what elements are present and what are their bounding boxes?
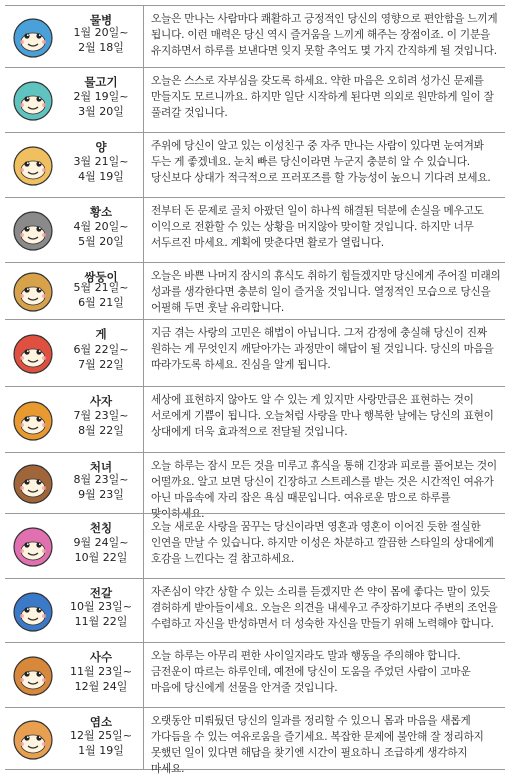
date-to: 6월 21일 bbox=[78, 296, 124, 309]
fortune-text: 세상에 표현하지 않아도 알 수 있는 게 있지만 사랑만큼은 표현하는 것이 서로에게 기쁨이 됩니다. 오늘처럼 사랑을 만나 행복한 날에는 당신의 표현이 상대에게 더욱 효과적으로 전달될 것입니다. bbox=[151, 394, 494, 438]
date-to: 5월 20일 bbox=[78, 235, 124, 248]
date-to: 4월 19일 bbox=[78, 170, 124, 183]
sign-name: 물고기 bbox=[84, 75, 118, 89]
leo-icon bbox=[9, 396, 57, 444]
taurus-icon bbox=[9, 206, 57, 254]
pisces-icon bbox=[9, 76, 57, 124]
fortune-text: 주위에 당신이 알고 있는 이성친구 중 자주 만나는 사람이 있다면 눈여겨봐 두는 게 좋겠네요. 눈치 빠른 당신이라면 누군지 충분히 알 수 있습니다. 당신보다 상대가 적극적으로 프러포즈를 할 가능성이 높으니 기다려 보세요. bbox=[151, 140, 491, 184]
date-to: 11월 22일 bbox=[74, 615, 128, 628]
sign-row bbox=[5, 132, 505, 197]
sign-name: 전갈 bbox=[89, 586, 113, 600]
fortune-text: 오늘 하루는 잠시 모든 것을 미루고 휴식을 통해 긴장과 피로를 풀어보는 것이 어떨까요. 알고 보면 당신이 긴장하고 스트레스를 받는 것은 시간적인 여유가 아닌 마음속에 자리 잡은 욕심 때문입니다. 여유로운 맘으로 하루를 맞이하세요. bbox=[151, 460, 497, 520]
cancer-icon bbox=[9, 329, 57, 377]
fortune-text: 자존심이 약간 상할 수 있는 소리를 듣겠지만 쓴 약이 몸에 좋다는 말이 있듯 겸허하게 받아들이세요. 오늘은 의견을 내세우고 주장하기보다 주변의 조언을 수렴하고 자신을 반성하면서 더 성숙한 자신을 만들기 위해 노력해야 합니다. bbox=[151, 586, 498, 630]
sign-info bbox=[5, 320, 144, 386]
virgo-icon bbox=[9, 459, 57, 507]
fortune-text: 오늘 하루는 아무리 편한 사이일지라도 말과 행동을 주의해야 합니다. 금전운이 따르는 하루인데, 예전에 당신이 도움을 주었던 사람이 고마운 마음에 당신에게 선물을 안겨줄 것입니다. bbox=[151, 650, 471, 694]
date-from: 11월 23일~ bbox=[70, 665, 132, 678]
date-from: 8월 23일~ bbox=[73, 473, 129, 486]
date-from: 4월 20일~ bbox=[73, 220, 129, 233]
fortune-text: 오늘은 만나는 사람마다 쾌활하고 긍정적인 당신의 영향으로 편안함을 느끼게 됩니다. 이런 매력은 당신 역시 즐거움을 느끼게 해주는 장점이죠. 이 기분을 유지하면서 하루를 보낸다면 잊지 못할 추억도 몇 가지 간직하게 될 것입니다. bbox=[151, 13, 498, 57]
sign-row bbox=[5, 197, 505, 262]
fortune-text: 오늘 새로운 사랑을 꿈꾸는 당신이라면 영혼과 영혼이 이어진 듯한 절실한 인연을 만날 수 있습니다. 하지만 이성은 차분하고 깔끔한 스타일의 상대에게 호감을 느낀다는 걸 참고하세요. bbox=[151, 521, 494, 565]
date-to: 3월 20일 bbox=[78, 105, 124, 118]
aries-icon bbox=[9, 141, 57, 189]
sign-name: 사수 bbox=[89, 650, 113, 664]
sign-name: 천칭 bbox=[89, 521, 113, 535]
sign-name: 염소 bbox=[89, 715, 113, 729]
date-from: 1월 20일~ bbox=[73, 26, 129, 39]
sign-info bbox=[5, 708, 144, 769]
libra-icon bbox=[9, 522, 57, 570]
sign-info bbox=[5, 6, 144, 67]
scorpio-icon bbox=[9, 587, 57, 635]
date-to: 10월 22일 bbox=[74, 551, 128, 564]
fortune-text: 지금 겪는 사랑의 고민은 해법이 아닙니다. 그저 감정에 충실해 당신이 진짜 원하는 게 무엇인지 깨닫아가는 과정만이 해답이 될 것입니다. 당신의 마음을 따라가도록 하세요. 진심을 알게 됩니다. bbox=[151, 327, 494, 371]
date-from: 9월 24일~ bbox=[73, 536, 129, 549]
fortune-text: 오랫동안 미뤄뒀던 당신의 일과를 정리할 수 있으니 몸과 마음을 새롭게 가다듬을 수 있는 여유로움을 즐기세요. 복잡한 문제에 불안해 잘 정리하지 못했던 일이 있다면 해답을 찾기엔 시간이 필요하니 조급하게 생각하지 마세요. bbox=[151, 715, 484, 775]
capricorn-icon bbox=[9, 715, 57, 763]
sign-name: 물병 bbox=[89, 13, 113, 27]
sign-row bbox=[5, 5, 505, 67]
sign-row bbox=[5, 386, 505, 452]
gemini-icon bbox=[9, 267, 57, 315]
fortune-text: 전부터 돈 문제로 골치 아팠던 일이 하나씩 해결된 덕분에 손실을 메우고도 이익으로 전환할 수 있는 상황을 머지않아 맞이할 것입니다. 하지만 너무 서두르진 마세요. 계획에 맞춘다면 활로가 열립니다. bbox=[151, 205, 484, 249]
sign-name: 쌍둥이 bbox=[84, 270, 118, 284]
sign-info bbox=[5, 453, 144, 513]
sign-info bbox=[5, 643, 144, 707]
sign-row bbox=[5, 67, 505, 132]
date-to: 2월 18일 bbox=[78, 41, 124, 54]
date-to: 1월 19일 bbox=[78, 744, 124, 757]
sign-info bbox=[5, 198, 144, 262]
date-to: 8월 22일 bbox=[78, 424, 124, 437]
sign-name: 사자 bbox=[89, 394, 113, 408]
date-from: 7월 23일~ bbox=[73, 409, 129, 422]
date-from: 12월 25일~ bbox=[70, 729, 132, 742]
sign-name: 양 bbox=[95, 140, 107, 154]
sign-row bbox=[5, 513, 505, 578]
sign-info bbox=[5, 133, 144, 197]
sign-row bbox=[5, 452, 505, 520]
sign-row bbox=[5, 262, 505, 319]
date-from: 10월 23일~ bbox=[70, 600, 132, 613]
sign-info bbox=[5, 579, 144, 642]
sign-info bbox=[5, 514, 144, 578]
sagittarius-icon bbox=[9, 651, 57, 699]
sign-info bbox=[5, 387, 144, 452]
date-from: 2월 19일~ bbox=[73, 90, 129, 103]
sign-info bbox=[5, 263, 144, 319]
date-from: 5월 21일~ bbox=[73, 281, 129, 294]
date-to: 12월 24일 bbox=[74, 680, 128, 693]
sign-row bbox=[5, 578, 505, 642]
sign-name: 황소 bbox=[89, 205, 113, 219]
sign-info bbox=[5, 68, 144, 132]
sign-row bbox=[5, 642, 505, 707]
date-from: 6월 22일~ bbox=[73, 343, 129, 356]
sign-row bbox=[5, 319, 505, 386]
fortune-text: 오늘은 스스로 자부심을 갖도록 하세요. 약한 마음은 오히려 성가신 문제를 만들지도 모르니까요. 하지만 일단 시작하게 된다면 의외로 원만하게 일이 잘 풀려갈 것입니다. bbox=[151, 75, 494, 119]
aquarius-icon bbox=[9, 13, 57, 61]
sign-name: 게 bbox=[95, 327, 107, 341]
sign-name: 처녀 bbox=[89, 460, 113, 474]
date-from: 3월 21일~ bbox=[73, 155, 129, 168]
sign-row bbox=[5, 707, 505, 775]
date-to: 7월 22일 bbox=[78, 358, 124, 371]
fortune-text: 오늘은 바쁜 나머지 잠시의 휴식도 취하기 힘들겠지만 당신에게 주어질 미래의 성과를 생각한다면 충분히 일이 즐거울 것입니다. 열정적인 모습으로 당신을 어필해 두면 훗날 유리합니다. bbox=[151, 270, 501, 314]
date-to: 9월 23일 bbox=[78, 488, 124, 501]
